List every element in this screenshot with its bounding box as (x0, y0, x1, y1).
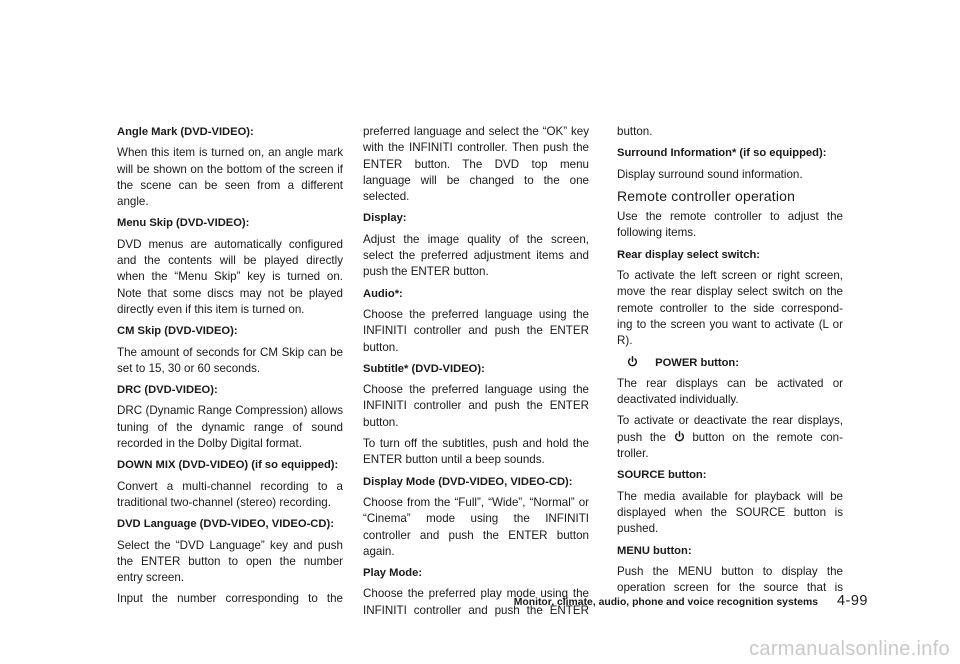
column-3 (617, 124, 843, 601)
cm-skip-heading: CM Skip (DVD-VIDEO): (117, 325, 238, 338)
power-icon-inline (674, 431, 685, 442)
angle-mark-heading: Angle Mark (DVD-VIDEO): (117, 126, 254, 138)
watermark: carmanualsonline.info (749, 638, 950, 660)
drc-heading: DRC (DVD-VIDEO): (117, 384, 218, 397)
source-text: The media available for playback will be displayed when the SOURCE button is pushed. (617, 489, 843, 536)
column-2 (363, 124, 589, 624)
power-icon (627, 356, 638, 367)
subtitle-heading: Subtitle* (DVD-VIDEO): (363, 362, 485, 375)
rear-display-text: To activate the left screen or right screen, move the rear display select switch on the remote controller to the side correspond- ing to the screen you want to activate (L or R). (617, 269, 843, 348)
menu-text: Push the MENU button to display the operation screen for the source that is (617, 564, 843, 595)
surround-text: Display surround sound information. (617, 167, 803, 181)
remote-section-title: Remote controller operation (617, 187, 796, 204)
angle-mark-text: When this item is turned on, an angle mark will be shown on the bottom of the screen if the scene can be seen from a different angle. (117, 146, 343, 209)
power-button-heading (617, 355, 843, 371)
surround-heading: Surround Information* (if so equipped): (617, 147, 827, 160)
power-text-2b: button on the remote con- troller. (617, 430, 843, 461)
power-text-2a: To activate or deactivate the rear displays, push the (617, 414, 843, 444)
continued-text: preferred language and select the “OK” key with the INFINITI controller. Then push the ENTER button. The DVD top menu language will be changed to the one selected. (363, 125, 589, 204)
subtitle-text-2: To turn off the subtitles, push and hold the ENTER button until a beep sounds. (363, 437, 589, 467)
section-title: Monitor, climate, audio, phone and voice recognition systems (513, 597, 818, 608)
power-text: The rear displays can be activated or deactivated individually. (617, 376, 843, 407)
cm-skip-text: The amount of seconds for CM Skip can be set to 15, 30 or 60 seconds. (117, 345, 343, 375)
display-text: Adjust the image quality of the screen, select the preferred adjustment items and push the ENTER button. (363, 232, 589, 279)
dvd-language-text: Select the “DVD Language” key and push the ENTER button to open the number entry screen. (117, 538, 343, 585)
display-mode-heading: Display Mode (DVD-VIDEO, VIDEO-CD): (363, 475, 573, 488)
dvd-language-text-2: Input the number corresponding to the (117, 592, 343, 606)
power-text-2 (617, 413, 843, 462)
audio-text: Choose the preferred language using the INFINITI controller and push the ENTER button. (363, 307, 589, 354)
display-mode-text: Choose from the “Full”, “Wide”, “Normal” or “Cinema” mode using the INFINITI controller and push the ENTER button again. (363, 495, 589, 558)
dvd-language-heading: DVD Language (DVD-VIDEO, VIDEO-CD): (117, 518, 334, 531)
rear-display-heading: Rear display select switch: (617, 248, 761, 261)
source-heading: SOURCE button: (617, 469, 707, 482)
menu-skip-heading: Menu Skip (DVD-VIDEO): (117, 217, 250, 230)
play-mode-heading: Play Mode: (363, 567, 423, 580)
down-mix-heading: DOWN MIX (DVD-VIDEO) (if so equipped): (117, 459, 339, 472)
drc-text: DRC (Dynamic Range Compression) allows tuning of the dynamic range of sound recorded in the Dolby Digital format. (117, 404, 343, 451)
column-1 (117, 124, 343, 613)
down-mix-text: Convert a multi-channel recording to a traditional two-channel (stereo) recording. (117, 479, 343, 509)
remote-text: Use the remote controller to adjust the following items. (617, 210, 843, 240)
menu-heading: MENU button: (617, 544, 692, 557)
power-heading-label: POWER button: (655, 356, 739, 369)
audio-heading: Audio*: (363, 287, 403, 300)
play-mode-text: Choose the preferred play mode using the INFINITI controller and push the ENTER (363, 587, 589, 617)
page-number: 4-99 (836, 593, 868, 609)
continued-text: button. (617, 125, 653, 138)
menu-skip-text: DVD menus are automatically configured and the contents will be played directly when the “Menu Skip” key is turned on. Note that some discs may not be played directly even if this item is turned on. (117, 237, 343, 316)
display-heading: Display: (363, 212, 407, 225)
subtitle-text: Choose the preferred language using the INFINITI controller and push the ENTER button. (363, 383, 589, 429)
